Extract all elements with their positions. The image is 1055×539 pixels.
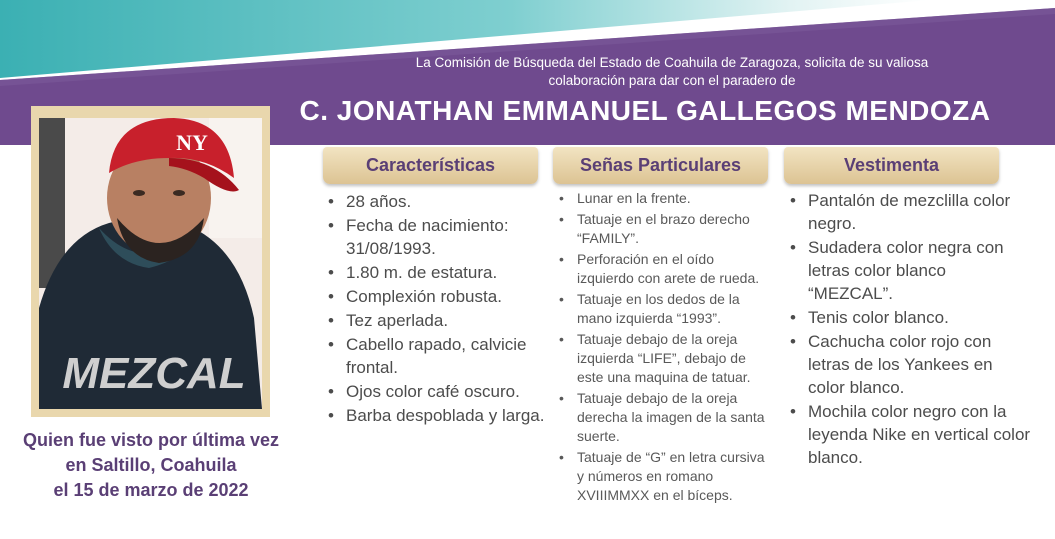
cap-logo: NY [176, 130, 208, 155]
list-item: • Pantalón de mezclilla color negro. [788, 189, 1033, 235]
last-seen-line-1: Quien fue visto por última vez [22, 430, 280, 450]
list-item: • Sudadera color negra con letras color blanco “MEZCAL”. [788, 236, 1033, 305]
vestimenta-list [788, 189, 1033, 470]
list-item: • Tatuaje en el brazo derecho “FAMILY”. [557, 210, 772, 248]
last-seen-line-3: el 15 de marzo de 2022 [53, 480, 249, 500]
last-seen-line-2: en Saltillo, Coahuila [65, 455, 237, 475]
caracteristicas-list [326, 190, 548, 428]
photo-frame [31, 106, 270, 417]
senas-list [557, 189, 772, 507]
list-item: • Mochila color negro con la leyenda Nike en vertical color blanco. [788, 400, 1033, 469]
list-item: • Cabello rapado, calvicie frontal. [326, 333, 548, 379]
list-item: • Tenis color blanco. [788, 306, 1033, 329]
list-item: • 28 años. [326, 190, 548, 213]
list-item: • Fecha de nacimiento: 31/08/1993. [326, 214, 548, 260]
person-name: C. JONATHAN EMMANUEL GALLEGOS MENDOZA [299, 95, 991, 126]
intro-line-1: La Comisión de Búsqueda del Estado de Coahuila de Zaragoza, solicita de su valiosa [415, 55, 929, 70]
list-item: • Tatuaje de “G” en letra cursiva y números en romano XVIIIMMXX en el bíceps. [557, 448, 772, 505]
list-item: • 1.80 m. de estatura. [326, 261, 548, 284]
intro-line-2: colaboración para dar con el paradero de [548, 73, 796, 88]
list-item: • Tatuaje debajo de la oreja izquierda “LIFE”, debajo de este una maquina de tatuar. [557, 330, 772, 387]
list-item: • Barba despoblada y larga. [326, 404, 548, 427]
list-item: • Ojos color café oscuro. [326, 380, 548, 403]
senas-header: Señas Particulares [553, 147, 768, 184]
list-item: • Cachucha color rojo con letras de los Yankees en color blanco. [788, 330, 1033, 399]
last-seen-text [10, 428, 292, 503]
vestimenta-header: Vestimenta [784, 147, 999, 184]
list-item: • Tez aperlada. [326, 309, 548, 332]
list-item: • Tatuaje debajo de la oreja derecha la imagen de la santa suerte. [557, 389, 772, 446]
list-item: • Tatuaje en los dedos de la mano izquierda “1993”. [557, 290, 772, 328]
list-item: • Perforación en el oído izquierdo con arete de rueda. [557, 250, 772, 288]
intro-text [372, 54, 972, 90]
caracteristicas-header: Características [323, 147, 538, 184]
shirt-text: MEZCAL [62, 349, 246, 398]
list-item: • Lunar en la frente. [557, 189, 772, 208]
person-photo [39, 118, 262, 409]
list-item: • Complexión robusta. [326, 285, 548, 308]
